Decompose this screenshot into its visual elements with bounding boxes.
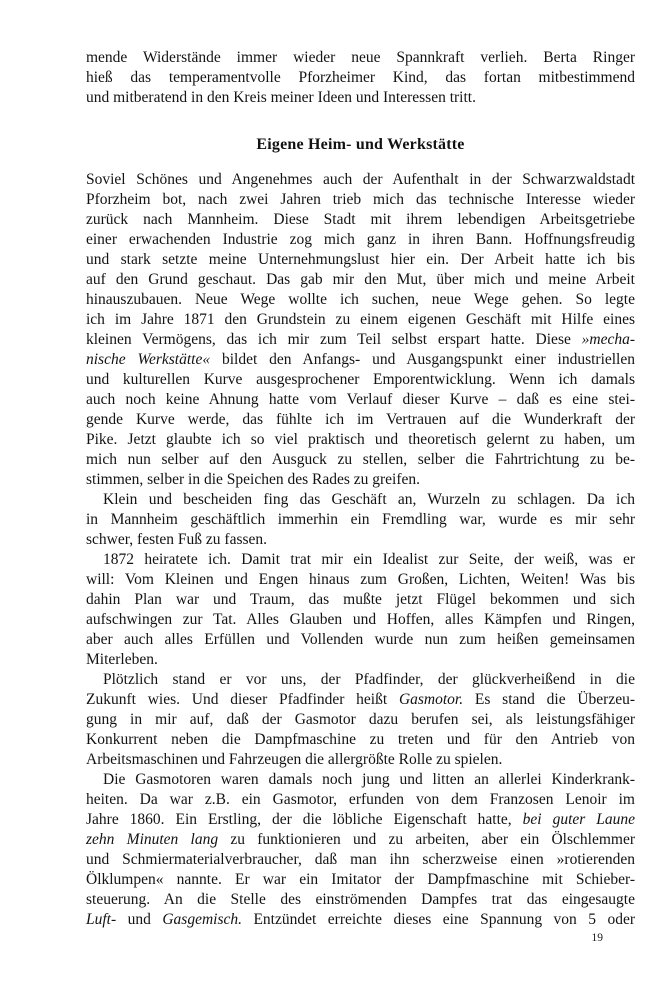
text-segment: dahin Plan war und Traum, das mußte jetzt Flügel bekommen und sich <box>86 591 635 608</box>
text-line <box>86 48 635 68</box>
text-segment: schwer, festen Fuß zu fassen. <box>86 531 268 548</box>
text-segment: will: Vom Kleinen und Engen hinaus zum Großen, Lichten, Weiten! Was bis <box>86 571 635 588</box>
text-line <box>86 450 635 470</box>
text-segment: Pike. Jetzt glaubte ich so viel praktisch und theoretisch gelernt zu haben, um <box>86 431 635 448</box>
text-segment: gende Kurve werde, das fühlte ich im Vertrauen auf die Wunderkraft der <box>86 411 635 428</box>
text-segment: Entzündet erreichte dieses eine Spannung von 5 oder <box>242 911 636 928</box>
text-segment: gung in mir auf, daß der Gasmotor dazu berufen sei, als leistungsfähiger <box>86 711 635 728</box>
text-line <box>86 730 635 750</box>
text-segment: und mitberatend in den Kreis meiner Ideen und Interessen tritt. <box>86 89 476 106</box>
text-segment: steuerung. An die Stelle des einströmenden Dampfes trat das eingesaugte <box>86 891 635 908</box>
text-segment: einer erwachenden Industrie zog mich ganz in ihren Bann. Hoffnungsfreudig <box>86 231 635 248</box>
italic-text-segment: Luft- <box>86 911 117 928</box>
intro-paragraph <box>86 48 635 108</box>
text-line <box>86 410 635 430</box>
text-line <box>86 510 635 530</box>
text-segment: und kulturellen Kurve ausgesprochener Emporentwicklung. Wenn ich damals <box>86 371 635 388</box>
text-segment: auf den Grund geschaut. Das gab mir den Mut, über mich und meine Arbeit <box>86 271 635 288</box>
italic-text-segment: zehn Minuten lang <box>86 831 219 848</box>
text-line <box>86 850 635 870</box>
body-text <box>86 170 635 930</box>
text-segment: 1872 heiratete ich. Damit trat mir ein Idealist zur Seite, der weiß, was er <box>103 551 635 568</box>
text-segment: hinauszubauen. Neue Wege wollte ich suchen, neue Wege gehen. So legte <box>86 291 635 308</box>
text-segment: aber auch alles Erfüllen und Vollenden wurde nun zum heißen gemeinsamen <box>86 631 635 648</box>
text-line <box>86 210 635 230</box>
text-segment: Pforzheim bot, nach zwei Jahren trieb mich das technische Interesse wieder <box>86 191 635 208</box>
text-segment: Soviel Schönes und Angenehmes auch der Aufenthalt in der Schwarzwaldstadt <box>86 171 635 188</box>
text-line <box>86 330 635 350</box>
text-segment: Zukunft wies. Und dieser Pfadfinder heißt <box>86 691 399 708</box>
text-line <box>86 270 635 290</box>
text-line <box>86 370 635 390</box>
text-line <box>86 250 635 270</box>
text-segment: bildet den Anfangs- und Ausgangspunkt einer industriellen <box>210 351 635 368</box>
text-line <box>86 810 635 830</box>
text-line <box>86 630 635 650</box>
text-line <box>86 190 635 210</box>
text-segment: und Schmiermaterialverbraucher, daß man ihn scherzweise einen »rotierenden <box>86 851 635 868</box>
text-line <box>86 530 635 550</box>
text-segment: Miterleben. <box>86 651 158 668</box>
text-line <box>86 890 635 910</box>
text-segment: hieß das temperamentvolle Pforzheimer Kind, das fortan mitbestimmend <box>86 69 635 86</box>
text-line <box>86 650 635 670</box>
text-segment: Konkurrent neben die Dampfmaschine zu treten und für den Antrieb von <box>86 731 635 748</box>
text-segment: kleinen Vermögens, das ich mir zum Teil selbst erspart hatte. Diese <box>86 331 582 348</box>
text-segment: stimmen, selber in die Speichen des Rades zu greifen. <box>86 471 421 488</box>
text-segment: Jahre 1860. Ein Erstling, der die löbliche Eigenschaft hatte, <box>86 811 523 828</box>
text-line <box>86 790 635 810</box>
text-segment: zurück nach Mannheim. Diese Stadt mit ihrem lebendigen Arbeitsgetriebe <box>86 211 635 228</box>
text-line <box>86 470 635 490</box>
text-line <box>86 430 635 450</box>
italic-text-segment: »mecha- <box>581 331 635 348</box>
text-segment: und <box>116 911 163 928</box>
italic-text-segment: bei guter Laune <box>522 811 636 828</box>
italic-text-segment: Gasmotor. <box>398 691 464 708</box>
text-line <box>86 550 635 570</box>
text-line <box>86 910 635 930</box>
text-segment: Arbeitsmaschinen und Fahrzeugen die allergrößte Rolle zu spielen. <box>86 751 503 768</box>
text-segment: ich im Jahre 1871 den Grundstein zu einem eigenen Geschäft mit Hilfe eines <box>86 311 635 328</box>
text-line <box>86 350 635 370</box>
text-line <box>86 710 635 730</box>
text-line <box>86 490 635 510</box>
text-segment: Ölklumpen« nannte. Er war ein Imitator der Dampfmaschine mit Schieber- <box>86 871 635 888</box>
page-number: 19 <box>591 932 603 944</box>
text-line <box>86 590 635 610</box>
text-line <box>86 670 635 690</box>
italic-text-segment: nische Werkstätte« <box>86 351 211 368</box>
text-segment: Die Gasmotoren waren damals noch jung und litten an allerlei Kinderkrank- <box>103 771 635 788</box>
text-segment: mende Widerstände immer wieder neue Spannkraft verlieh. Berta Ringer <box>86 49 635 66</box>
text-segment: Es stand die Überzeu- <box>463 691 636 708</box>
italic-text-segment: Gasgemisch. <box>162 911 242 928</box>
text-segment: in Mannheim geschäftlich immerhin ein Fremdling war, wurde es mir sehr <box>86 511 635 528</box>
text-segment: auch noch keine Ahnung hatte vom Verlauf dieser Kurve – daß es eine stei- <box>86 391 635 408</box>
text-line <box>86 830 635 850</box>
text-line <box>86 88 635 108</box>
text-line <box>86 310 635 330</box>
text-segment: aufschwingen zur Tat. Alles Glauben und Hoffen, alles Kämpfen und Ringen, <box>86 611 635 628</box>
text-line <box>86 770 635 790</box>
text-line <box>86 690 635 710</box>
text-line <box>86 68 635 88</box>
text-line <box>86 290 635 310</box>
text-line <box>86 610 635 630</box>
text-line <box>86 870 635 890</box>
text-line <box>86 750 635 770</box>
text-line <box>86 570 635 590</box>
text-segment: mich nun selber auf den Ausguck zu stellen, selber die Fahrtrichtung zu be- <box>86 451 635 468</box>
text-segment: Klein und bescheiden fing das Geschäft an, Wurzeln zu schlagen. Da ich <box>103 491 635 508</box>
text-line <box>86 230 635 250</box>
section-heading: Eigene Heim- und Werkstätte <box>256 136 465 153</box>
text-segment: und stark setzte meine Unternehmungslust hier ein. Der Arbeit hatte ich bis <box>86 251 635 268</box>
text-segment: Plötzlich stand er vor uns, der Pfadfinder, der glückverheißend in die <box>103 671 635 688</box>
text-line <box>86 170 635 190</box>
text-line <box>86 390 635 410</box>
text-segment: heiten. Da war z.B. ein Gasmotor, erfunden von dem Franzosen Lenoir im <box>86 791 635 808</box>
text-segment: zu funktionieren und zu arbeiten, aber ein Ölschlemmer <box>218 831 635 848</box>
